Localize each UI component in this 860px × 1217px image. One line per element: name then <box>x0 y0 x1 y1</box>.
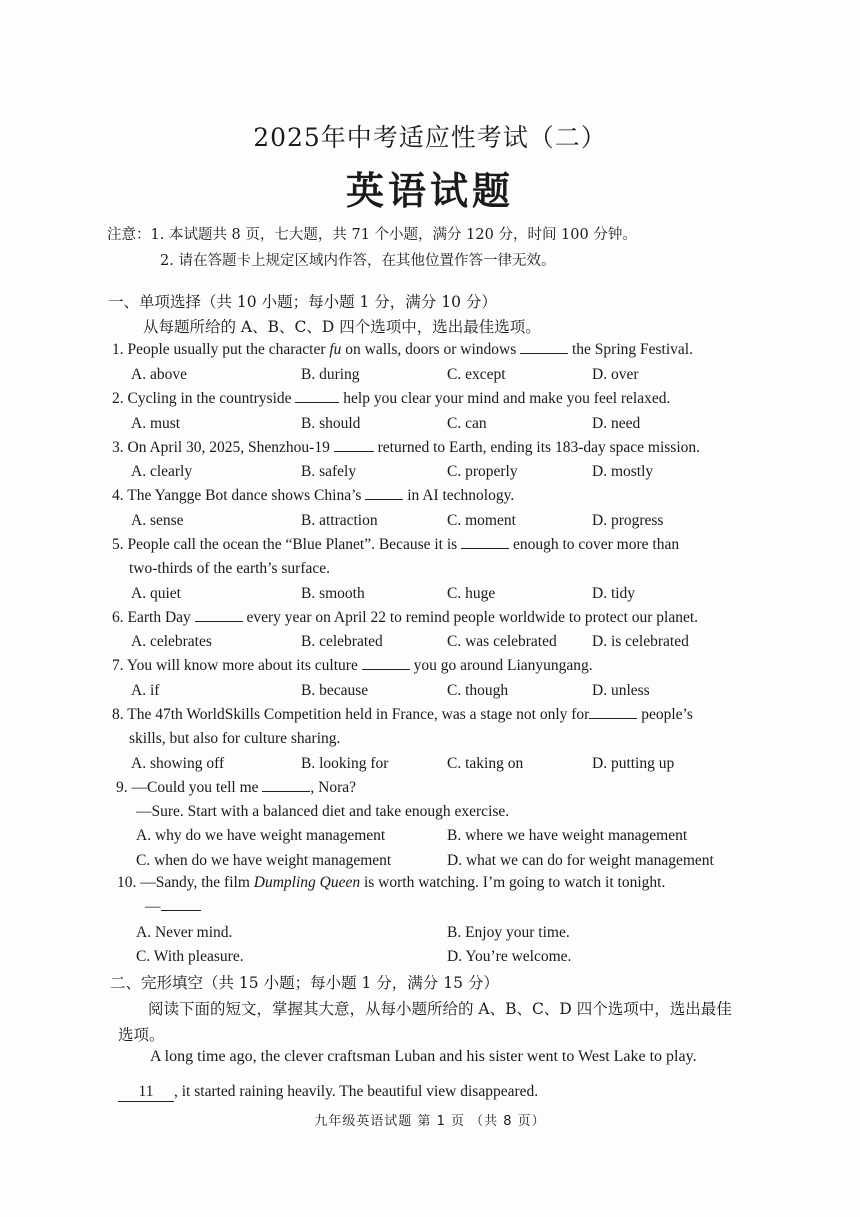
question-5: 5. People call the ocean the “Blue Planet”. Because it is enough to cover more than <box>112 536 680 553</box>
question-5-continued: two-thirds of the earth’s surface. <box>129 560 331 577</box>
option-9-a: A. why do we have weight management <box>136 827 386 844</box>
passage-line-1: A long time ago, the clever craftsman Luban and his sister went to West Lake to play. <box>150 1048 697 1065</box>
option-6-a: A. celebrates <box>131 633 212 650</box>
option-8-b: B. looking for <box>301 755 389 772</box>
question-3: 3. On April 30, 2025, Shenzhou-19 returned to Earth, ending its 183-day space mission. <box>112 439 701 456</box>
option-2-b: B. should <box>301 415 361 432</box>
option-1-b: B. during <box>301 366 360 383</box>
option-9-c: C. when do we have weight management <box>136 852 392 869</box>
option-1-d: D. over <box>592 366 639 383</box>
question-10-continued: — <box>145 898 201 916</box>
option-5-c: C. huge <box>447 585 496 602</box>
option-5-a: A. quiet <box>131 585 181 602</box>
section-2-instruction: 阅读下面的短文，掌握其大意，从每小题所给的 A、B、C、D 四个选项中，选出最佳选项。 <box>118 1000 732 1044</box>
notice-line-1: 注意：1. 本试题共 8 页，七大题，共 71 个小题，满分 120 分，时间 100 分钟。 <box>107 227 637 243</box>
section-1-instruction: 从每题所给的 A、B、C、D 四个选项中，选出最佳选项。 <box>143 318 541 336</box>
notice-line-2: 2. 请在答题卡上规定区域内作答，在其他位置作答一律无效。 <box>160 253 556 269</box>
option-6-c: C. was celebrated <box>447 633 557 650</box>
option-6-d: D. is celebrated <box>592 633 689 650</box>
option-9-b: B. where we have weight management <box>447 827 688 844</box>
option-4-a: A. sense <box>131 512 184 529</box>
option-7-d: D. unless <box>592 682 650 699</box>
option-1-c: C. except <box>447 366 506 383</box>
option-4-b: B. attraction <box>301 512 378 529</box>
blank-11: 11 <box>118 1083 174 1102</box>
option-2-d: D. need <box>592 415 641 432</box>
option-4-c: C. moment <box>447 512 516 529</box>
question-9-continued: —Sure. Start with a balanced diet and take enough exercise. <box>136 803 510 820</box>
question-6: 6. Earth Day every year on April 22 to remind people worldwide to protect our planet. <box>112 609 699 626</box>
option-10-b: B. Enjoy your time. <box>447 924 570 941</box>
question-4: 4. The Yangge Bot dance shows China’s in AI technology. <box>112 487 515 504</box>
option-4-d: D. progress <box>592 512 664 529</box>
option-2-a: A. must <box>131 415 181 432</box>
option-1-a: A. above <box>131 366 187 383</box>
option-8-d: D. putting up <box>592 755 675 772</box>
option-7-c: C. though <box>447 682 509 699</box>
option-5-b: B. smooth <box>301 585 365 602</box>
option-8-c: C. taking on <box>447 755 524 772</box>
option-3-b: B. safely <box>301 463 357 480</box>
option-10-a: A. Never mind. <box>136 924 233 941</box>
question-8: 8. The 47th WorldSkills Competition held in France, was a stage not only for people’s <box>112 706 693 723</box>
option-2-c: C. can <box>447 415 487 432</box>
question-8-continued: skills, but also for culture sharing. <box>129 730 341 747</box>
question-9: 9. —Could you tell me , Nora? <box>116 779 357 796</box>
option-5-d: D. tidy <box>592 585 636 602</box>
option-8-a: A. showing off <box>131 755 225 772</box>
option-3-a: A. clearly <box>131 463 193 480</box>
option-3-c: C. properly <box>447 463 518 480</box>
option-3-d: D. mostly <box>592 463 654 480</box>
option-9-d: D. what we can do for weight management <box>447 852 714 869</box>
section-2-heading: 二、完形填空（共 15 小题；每小题 1 分，满分 15 分） <box>110 974 499 992</box>
option-10-c: C. With pleasure. <box>136 948 244 965</box>
question-2: 2. Cycling in the countryside help you clear your mind and make you feel relaxed. <box>112 390 671 407</box>
question-7: 7. You will know more about its culture you go around Lianyungang. <box>112 657 593 674</box>
option-6-b: B. celebrated <box>301 633 383 650</box>
option-10-d: D. You’re welcome. <box>447 948 572 965</box>
option-7-b: B. because <box>301 682 369 699</box>
question-1: 1. People usually put the character fu on walls, doors or windows the Spring Festival. <box>112 341 693 358</box>
section-1-heading: 一、单项选择（共 10 小题；每小题 1 分，满分 10 分） <box>108 293 497 311</box>
passage-line-2: 11 , it started raining heavily. The beautiful view disappeared. <box>118 1083 538 1102</box>
exam-subject: 英语试题 <box>345 168 514 213</box>
question-10: 10. —Sandy, the film Dumpling Queen is worth watching. I’m going to watch it tonight. <box>117 874 666 891</box>
page-footer: 九年级英语试题 第 1 页 （共 8 页） <box>314 1114 546 1129</box>
exam-title: 2025年中考适应性考试（二） <box>253 123 607 152</box>
option-7-a: A. if <box>131 682 160 699</box>
